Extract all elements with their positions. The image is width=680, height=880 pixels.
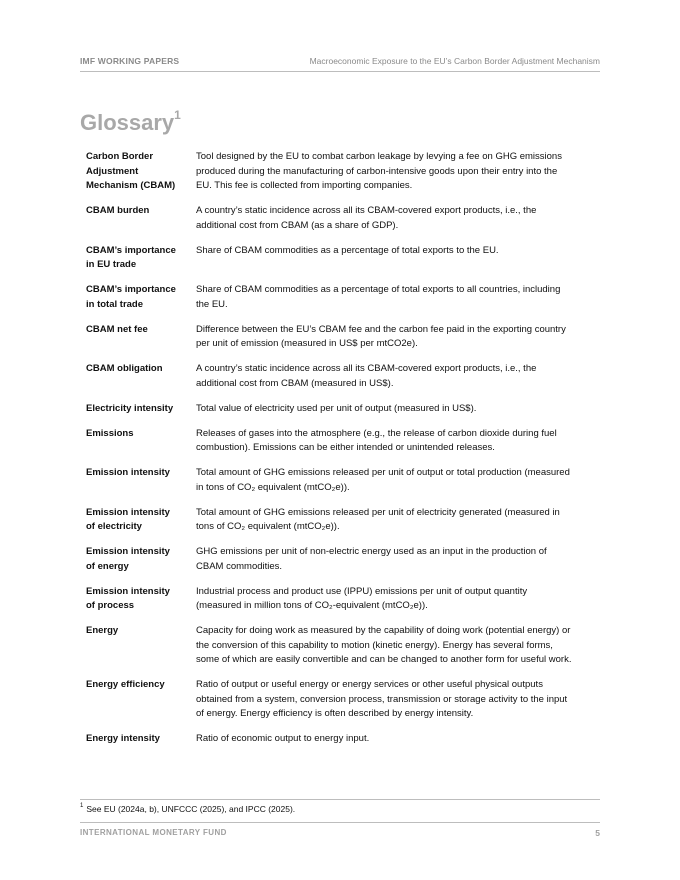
glossary-definition-line: Tool designed by the EU to combat carbon leakage by levying a fee on GHG emissions (196, 151, 562, 162)
footnote-text: See EU (2024a, b), UNFCCC (2025), and IPCC (2025). (86, 804, 296, 814)
glossary-definition (196, 283, 600, 323)
glossary-definition-line: of energy. Energy efficiency is often described by energy intensity. (196, 708, 474, 719)
glossary-row (80, 150, 600, 204)
glossary-term-line: Energy efficiency (86, 679, 165, 690)
glossary-definition-line: additional cost from CBAM (as a share of GDP). (196, 219, 399, 231)
glossary-definition-line: Industrial process and product use (IPPU) emissions per unit of output quantity (196, 585, 528, 597)
glossary-definition-line: Ratio of output or useful energy or energy services or other useful physical outputs (196, 679, 543, 690)
header-paper-title: Macroeconomic Exposure to the EU’s Carbon Border Adjustment Mechanism (309, 56, 600, 66)
glossary-term (80, 402, 196, 427)
glossary-definition-line: (measured in million tons of CO₂-equivalent (mtCO₂e)). (196, 600, 428, 611)
glossary-row (80, 678, 600, 732)
glossary-definition-line: Share of CBAM commodities as a percentage of total exports to the EU. (196, 244, 499, 256)
glossary-definition-line: some of which are easily convertible and can be changed to another form for useful work. (196, 654, 572, 665)
footer-org: INTERNATIONAL MONETARY FUND (80, 828, 227, 837)
glossary-body (80, 150, 600, 757)
glossary-definition-line: GHG emissions per unit of non-electric energy used as an input in the production of (196, 546, 547, 557)
glossary-definition-line: tons of CO₂ equivalent (mtCO₂e)). (196, 521, 340, 532)
glossary-row (80, 732, 600, 757)
glossary-term-line: CBAM burden (86, 205, 150, 216)
glossary-term-line: of electricity (86, 521, 142, 532)
glossary-definition-line: Total amount of GHG emissions released per unit of electricity generated (measured in (196, 506, 560, 518)
glossary-definition-line: the EU. (196, 298, 228, 310)
glossary-term (80, 545, 196, 585)
glossary-definition-line: obtained from a system, conversion process, transmission or storage activity to the input (196, 693, 568, 705)
glossary-term-line: CBAM’s importance (86, 284, 176, 295)
glossary-definition-line: Releases of gases into the atmosphere (e.g., the release of carbon dioxide during fuel (196, 427, 557, 439)
glossary-definition (196, 204, 600, 244)
glossary-term-line: of process (86, 600, 135, 611)
header-divider (80, 71, 600, 72)
page-title (80, 110, 181, 136)
glossary-row (80, 585, 600, 625)
glossary-row (80, 427, 600, 467)
glossary-term-line: Carbon Border (86, 151, 154, 162)
glossary-term (80, 732, 196, 757)
glossary-term-line: Emission intensity (86, 585, 170, 597)
glossary-definition-line: A country’s static incidence across all its CBAM-covered export products, i.e., the (196, 363, 537, 374)
glossary-definition-line: the conversion of this capability to motion (kinetic energy). Energy has several forms, (196, 639, 553, 651)
glossary-term-line: Energy (86, 625, 119, 636)
page-number: 5 (595, 828, 600, 838)
glossary-row (80, 402, 600, 427)
glossary-term (80, 283, 196, 323)
page-title-text: Glossary (80, 110, 175, 135)
running-header (80, 56, 600, 66)
footnote-mark: 1 (80, 803, 84, 809)
glossary-term-line: CBAM obligation (86, 363, 163, 374)
glossary-term-line: Emissions (86, 427, 134, 439)
glossary-row (80, 323, 600, 363)
glossary-term-line: Mechanism (CBAM) (86, 180, 176, 191)
glossary-definition-line: Capacity for doing work as measured by the capability of doing work (potential energy) or (196, 625, 571, 636)
glossary-term-line: of energy (86, 560, 129, 572)
glossary-term-line: CBAM’s importance (86, 244, 176, 256)
glossary-definition (196, 402, 600, 427)
glossary-term-line: Emission intensity (86, 506, 170, 518)
glossary-definition-line: produced during the manufacturing of carbon-intensive goods upon their entry into the (196, 165, 558, 177)
glossary-term-line: Emission intensity (86, 546, 170, 557)
glossary-term (80, 204, 196, 244)
glossary-definition (196, 506, 600, 546)
footnote-divider (80, 799, 600, 800)
glossary-definition-line: in tons of CO₂ equivalent (mtCO₂e)). (196, 481, 350, 493)
glossary-term (80, 150, 196, 204)
glossary-term-line: in total trade (86, 298, 144, 310)
glossary-definition (196, 678, 600, 732)
glossary-definition-line: EU. This fee is collected from importing companies. (196, 180, 413, 191)
glossary-row (80, 204, 600, 244)
glossary-definition (196, 362, 600, 402)
glossary-definition-line: Ratio of economic output to energy input. (196, 733, 370, 744)
glossary-row (80, 624, 600, 678)
glossary-definition-line: per unit of emission (measured in US$ per mtCO2e). (196, 338, 418, 349)
glossary-term (80, 678, 196, 732)
glossary-term-line: Energy intensity (86, 733, 160, 744)
glossary-definition (196, 732, 600, 757)
glossary-term-line: Adjustment (86, 165, 139, 177)
glossary-definition-line: combustion). Emissions can be either intended or unintended releases. (196, 442, 495, 453)
glossary-definition (196, 585, 600, 625)
glossary-definition-line: A country’s static incidence across all its CBAM-covered export products, i.e., the (196, 205, 537, 216)
glossary-definition-line: Share of CBAM commodities as a percentage of total exports to all countries, including (196, 284, 561, 295)
glossary-definition (196, 244, 600, 284)
glossary-definition (196, 323, 600, 363)
glossary-term-line: Electricity intensity (86, 402, 174, 414)
glossary-definition-line: CBAM commodities. (196, 560, 283, 572)
glossary-term (80, 585, 196, 625)
glossary-term-line: Emission intensity (86, 467, 170, 478)
glossary-row (80, 362, 600, 402)
title-footnote-mark: 1 (174, 108, 181, 122)
glossary-term (80, 427, 196, 467)
glossary-definition-line: Total value of electricity used per unit of output (measured in US$). (196, 402, 477, 414)
glossary-definition-line: Difference between the EU’s CBAM fee and the carbon fee paid in the exporting country (196, 323, 566, 335)
glossary-definition (196, 427, 600, 467)
glossary-term (80, 506, 196, 546)
glossary-definition (196, 545, 600, 585)
footnote (80, 804, 295, 814)
glossary-definition (196, 624, 600, 678)
glossary-term (80, 466, 196, 506)
glossary-definition-line: Total amount of GHG emissions released per unit of output or total production (measured (196, 467, 570, 478)
glossary-term (80, 244, 196, 284)
glossary-definition (196, 466, 600, 506)
glossary-term-line: in EU trade (86, 259, 137, 270)
glossary-definition-line: additional cost from CBAM (measured in US$). (196, 377, 394, 389)
glossary-row (80, 466, 600, 506)
footer-divider (80, 822, 600, 823)
glossary-row (80, 545, 600, 585)
glossary-term (80, 362, 196, 402)
running-footer (80, 828, 600, 838)
glossary-row (80, 244, 600, 284)
glossary-term (80, 624, 196, 678)
glossary-row (80, 506, 600, 546)
glossary-term-line: CBAM net fee (86, 323, 148, 335)
header-series: IMF WORKING PAPERS (80, 56, 180, 66)
glossary-table (80, 150, 600, 757)
glossary-row (80, 283, 600, 323)
glossary-term (80, 323, 196, 363)
glossary-definition (196, 150, 600, 204)
